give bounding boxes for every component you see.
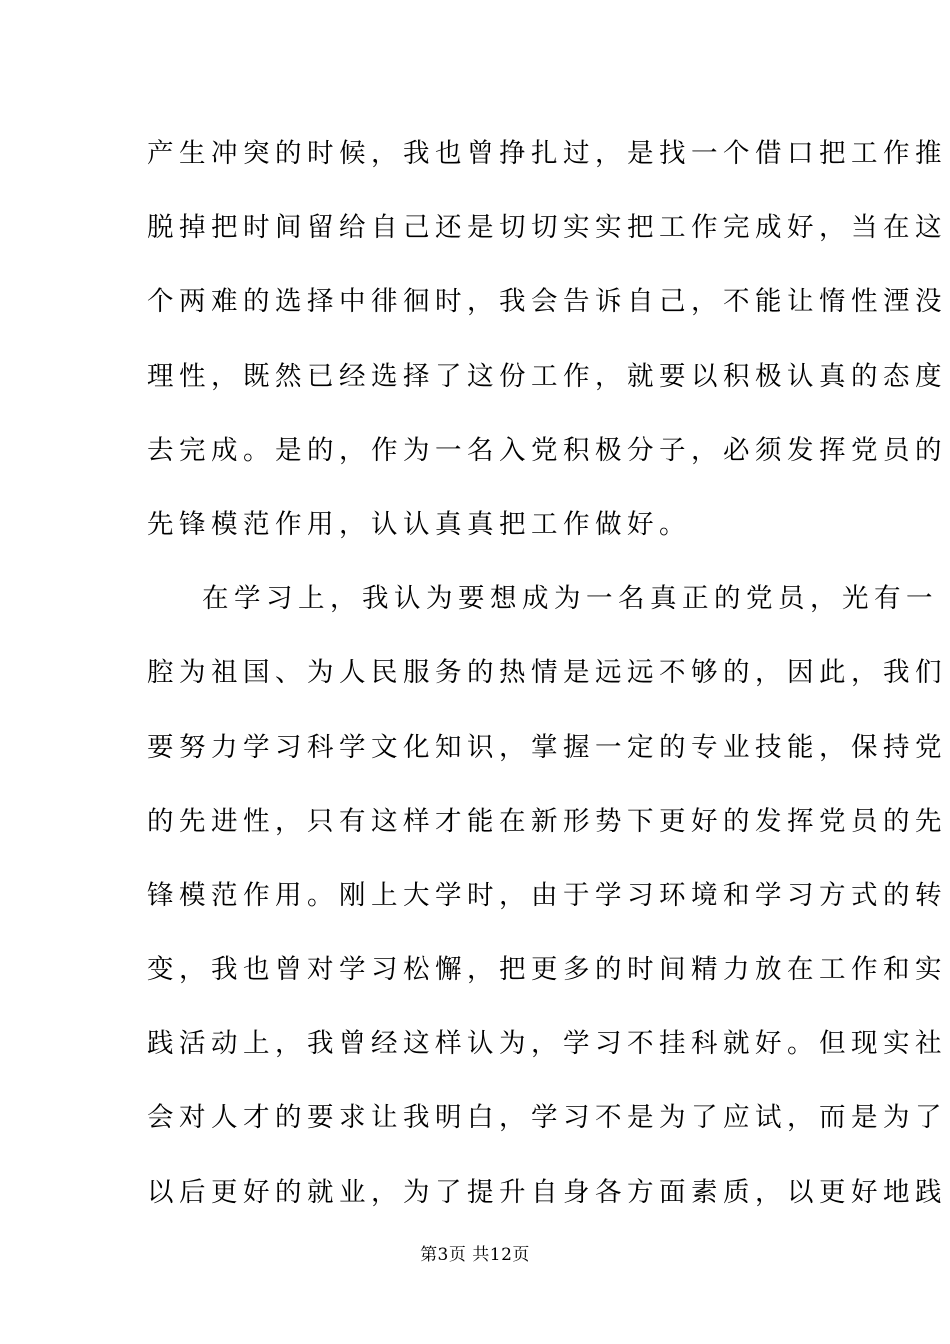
document-body	[147, 128, 947, 1241]
text-line: 变，我也曾对学习松懈，把更多的时间精力放在工作和实	[147, 954, 947, 986]
text-line: 腔为祖国、为人民服务的热情是远远不够的，因此，我们	[147, 657, 947, 689]
text-line: 先锋模范作用，认认真真把工作做好。	[147, 508, 691, 540]
text-line: 理性，既然已经选择了这份工作，就要以积极认真的态度	[147, 360, 947, 392]
text-line: 个两难的选择中徘徊时，我会告诉自己，不能让惰性湮没	[147, 286, 947, 318]
text-line: 的先进性，只有这样才能在新形势下更好的发挥党员的先	[147, 805, 947, 837]
text-line: 去完成。是的，作为一名入党积极分子，必须发挥党员的	[147, 434, 947, 466]
page-number-footer: 第3页 共12页	[420, 1245, 530, 1265]
text-line: 会对人才的要求让我明白，学习不是为了应试，而是为了	[147, 1102, 947, 1134]
text-line: 以后更好的就业，为了提升自身各方面素质，以更好地践	[147, 1176, 947, 1208]
text-line: 要努力学习科学文化知识，掌握一定的专业技能，保持党	[147, 731, 947, 763]
text-line: 脱掉把时间留给自己还是切切实实把工作完成好，当在这	[147, 212, 947, 244]
paragraph-first-line: 在学习上，我认为要想成为一名真正的党员，光有一	[202, 583, 938, 615]
text-line: 锋模范作用。刚上大学时，由于学习环境和学习方式的转	[147, 879, 947, 911]
text-line: 践活动上，我曾经这样认为，学习不挂科就好。但现实社	[147, 1028, 947, 1060]
text-line: 产生冲突的时候，我也曾挣扎过，是找一个借口把工作推	[147, 138, 947, 169]
